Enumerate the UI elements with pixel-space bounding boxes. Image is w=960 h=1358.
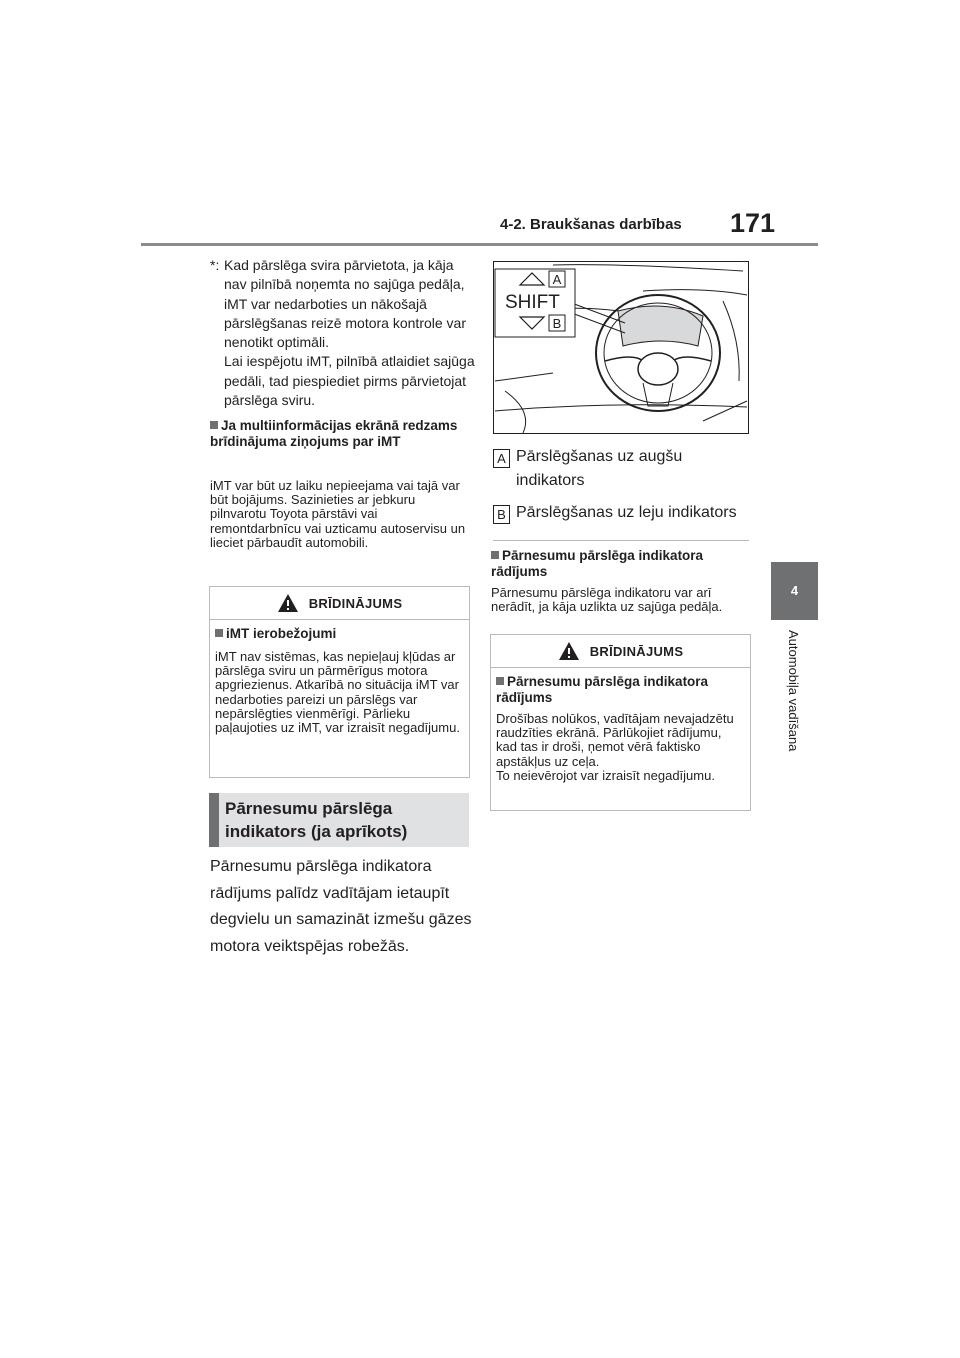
legend-key-a: A <box>493 449 510 468</box>
indicator-body: Pārnesumu pārslēga indikatoru var arī nerādīt, ja kāja uzlikta uz sajūga pedāļa. <box>491 585 723 615</box>
chapter-label-text: Automobiļa vadīšana <box>785 630 801 752</box>
square-bullet-icon <box>215 629 223 637</box>
intro-paragraph: Pārnesumu pārslēga indikatora rādījums palīdz vadītājam ietaupīt degvielu un samazināt izmešu gāzes motora veiktspējas robežās. <box>210 858 472 955</box>
legend-text-b: Pārslēgšanas uz leju indikators <box>516 504 737 521</box>
warning-title: BRĪDINĀJUMS <box>589 643 684 659</box>
warning-title: BRĪDINĀJUMS <box>308 595 403 611</box>
multi-info-heading <box>210 418 470 450</box>
indicator-heading <box>491 548 751 580</box>
section-accent-bar <box>209 793 219 847</box>
legend-item-a <box>493 445 758 493</box>
legend-text-a: Pārslēgšanas uz augšu <box>516 448 683 465</box>
chapter-label <box>771 630 818 780</box>
warning-subheading-text: Pārnesumu pārslēga indikatora rādījums <box>496 674 709 705</box>
page-number: 171 <box>730 208 776 238</box>
warning-body-2: To neievērojot var izraisīt negadījumu. <box>496 767 715 783</box>
warning-body: iMT nav sistēmas, kas nepieļauj kļūdas ar pārslēga sviru un pārmērīgus motora apgriezienus. Atkarībā no situācija iMT var nedarboties pareizi un pārslēgs var nepārslēgties vienmērīgi. Pārlieku paļaujoties uz iMT, var izraisīt negadījumu. <box>215 649 460 736</box>
warning-box-indicator <box>490 634 751 811</box>
square-bullet-icon <box>491 551 499 559</box>
footnote <box>210 256 475 410</box>
legend-key-b: B <box>493 505 510 524</box>
header-divider <box>141 243 818 246</box>
column-divider <box>493 540 749 541</box>
section-title: Pārnesumu pārslēga indikators (ja aprīkots) <box>225 799 408 841</box>
figure-legend <box>493 445 758 525</box>
warning-subheading <box>496 674 745 706</box>
warning-box-imt <box>209 586 470 778</box>
square-bullet-icon <box>210 421 218 429</box>
indicator-heading-text: Pārnesumu pārslēga indikatora rādījums <box>491 548 704 579</box>
warning-subheading-text: iMT ierobežojumi <box>226 626 337 641</box>
warning-header <box>491 635 750 668</box>
header-section-title: 4-2. Braukšanas darbības <box>500 216 682 233</box>
warning-triangle-icon <box>558 641 580 661</box>
footnote-text-2: Lai iespējotu iMT, pilnībā atlaidiet sajūga pedāli, tad piespiediet pirms pārvietojat pārslēga sviru. <box>224 353 475 409</box>
figure-shift-text: SHIFT <box>505 292 560 313</box>
figure-label-b: B <box>552 316 562 331</box>
footnote-mark: *: <box>210 257 220 273</box>
dashboard-illustration <box>493 261 749 434</box>
warning-triangle-icon <box>277 593 299 613</box>
section-heading <box>209 793 469 847</box>
warning-subheading <box>215 626 464 642</box>
square-bullet-icon <box>496 677 504 685</box>
multi-info-heading-text: Ja multiinformācijas ekrānā redzams brīdinājuma ziņojums par iMT <box>210 418 458 449</box>
warning-body: Drošības nolūkos, vadītājam nevajadzētu raudzīties ekrānā. Pārlūkojiet rādījumu, kad tas ir droši, ņemot vērā faktisko apstākļus uz ceļa. <box>496 711 734 769</box>
chapter-tab: 4 <box>771 562 818 620</box>
figure-label-a: A <box>552 272 562 287</box>
warning-header <box>210 587 469 620</box>
legend-text-a-2: indikators <box>516 472 585 489</box>
multi-info-body: iMT var būt uz laiku nepieejama vai tajā var būt bojājums. Sazinieties ar jebkuru pilnvarotu Toyota pārstāvi vai remontdarbnīcu vai uzticamu autoservisu un lieciet pārbaudīt automobili. <box>210 478 466 550</box>
footnote-text: Kad pārslēga svira pārvietota, ja kāja nav pilnībā noņemta no sajūga pedāļa, iMT var nedarboties un nākošajā pārslēgšanas reizē motora kontrole var nenotikt optimāli. <box>224 257 467 351</box>
legend-item-b <box>493 501 758 525</box>
